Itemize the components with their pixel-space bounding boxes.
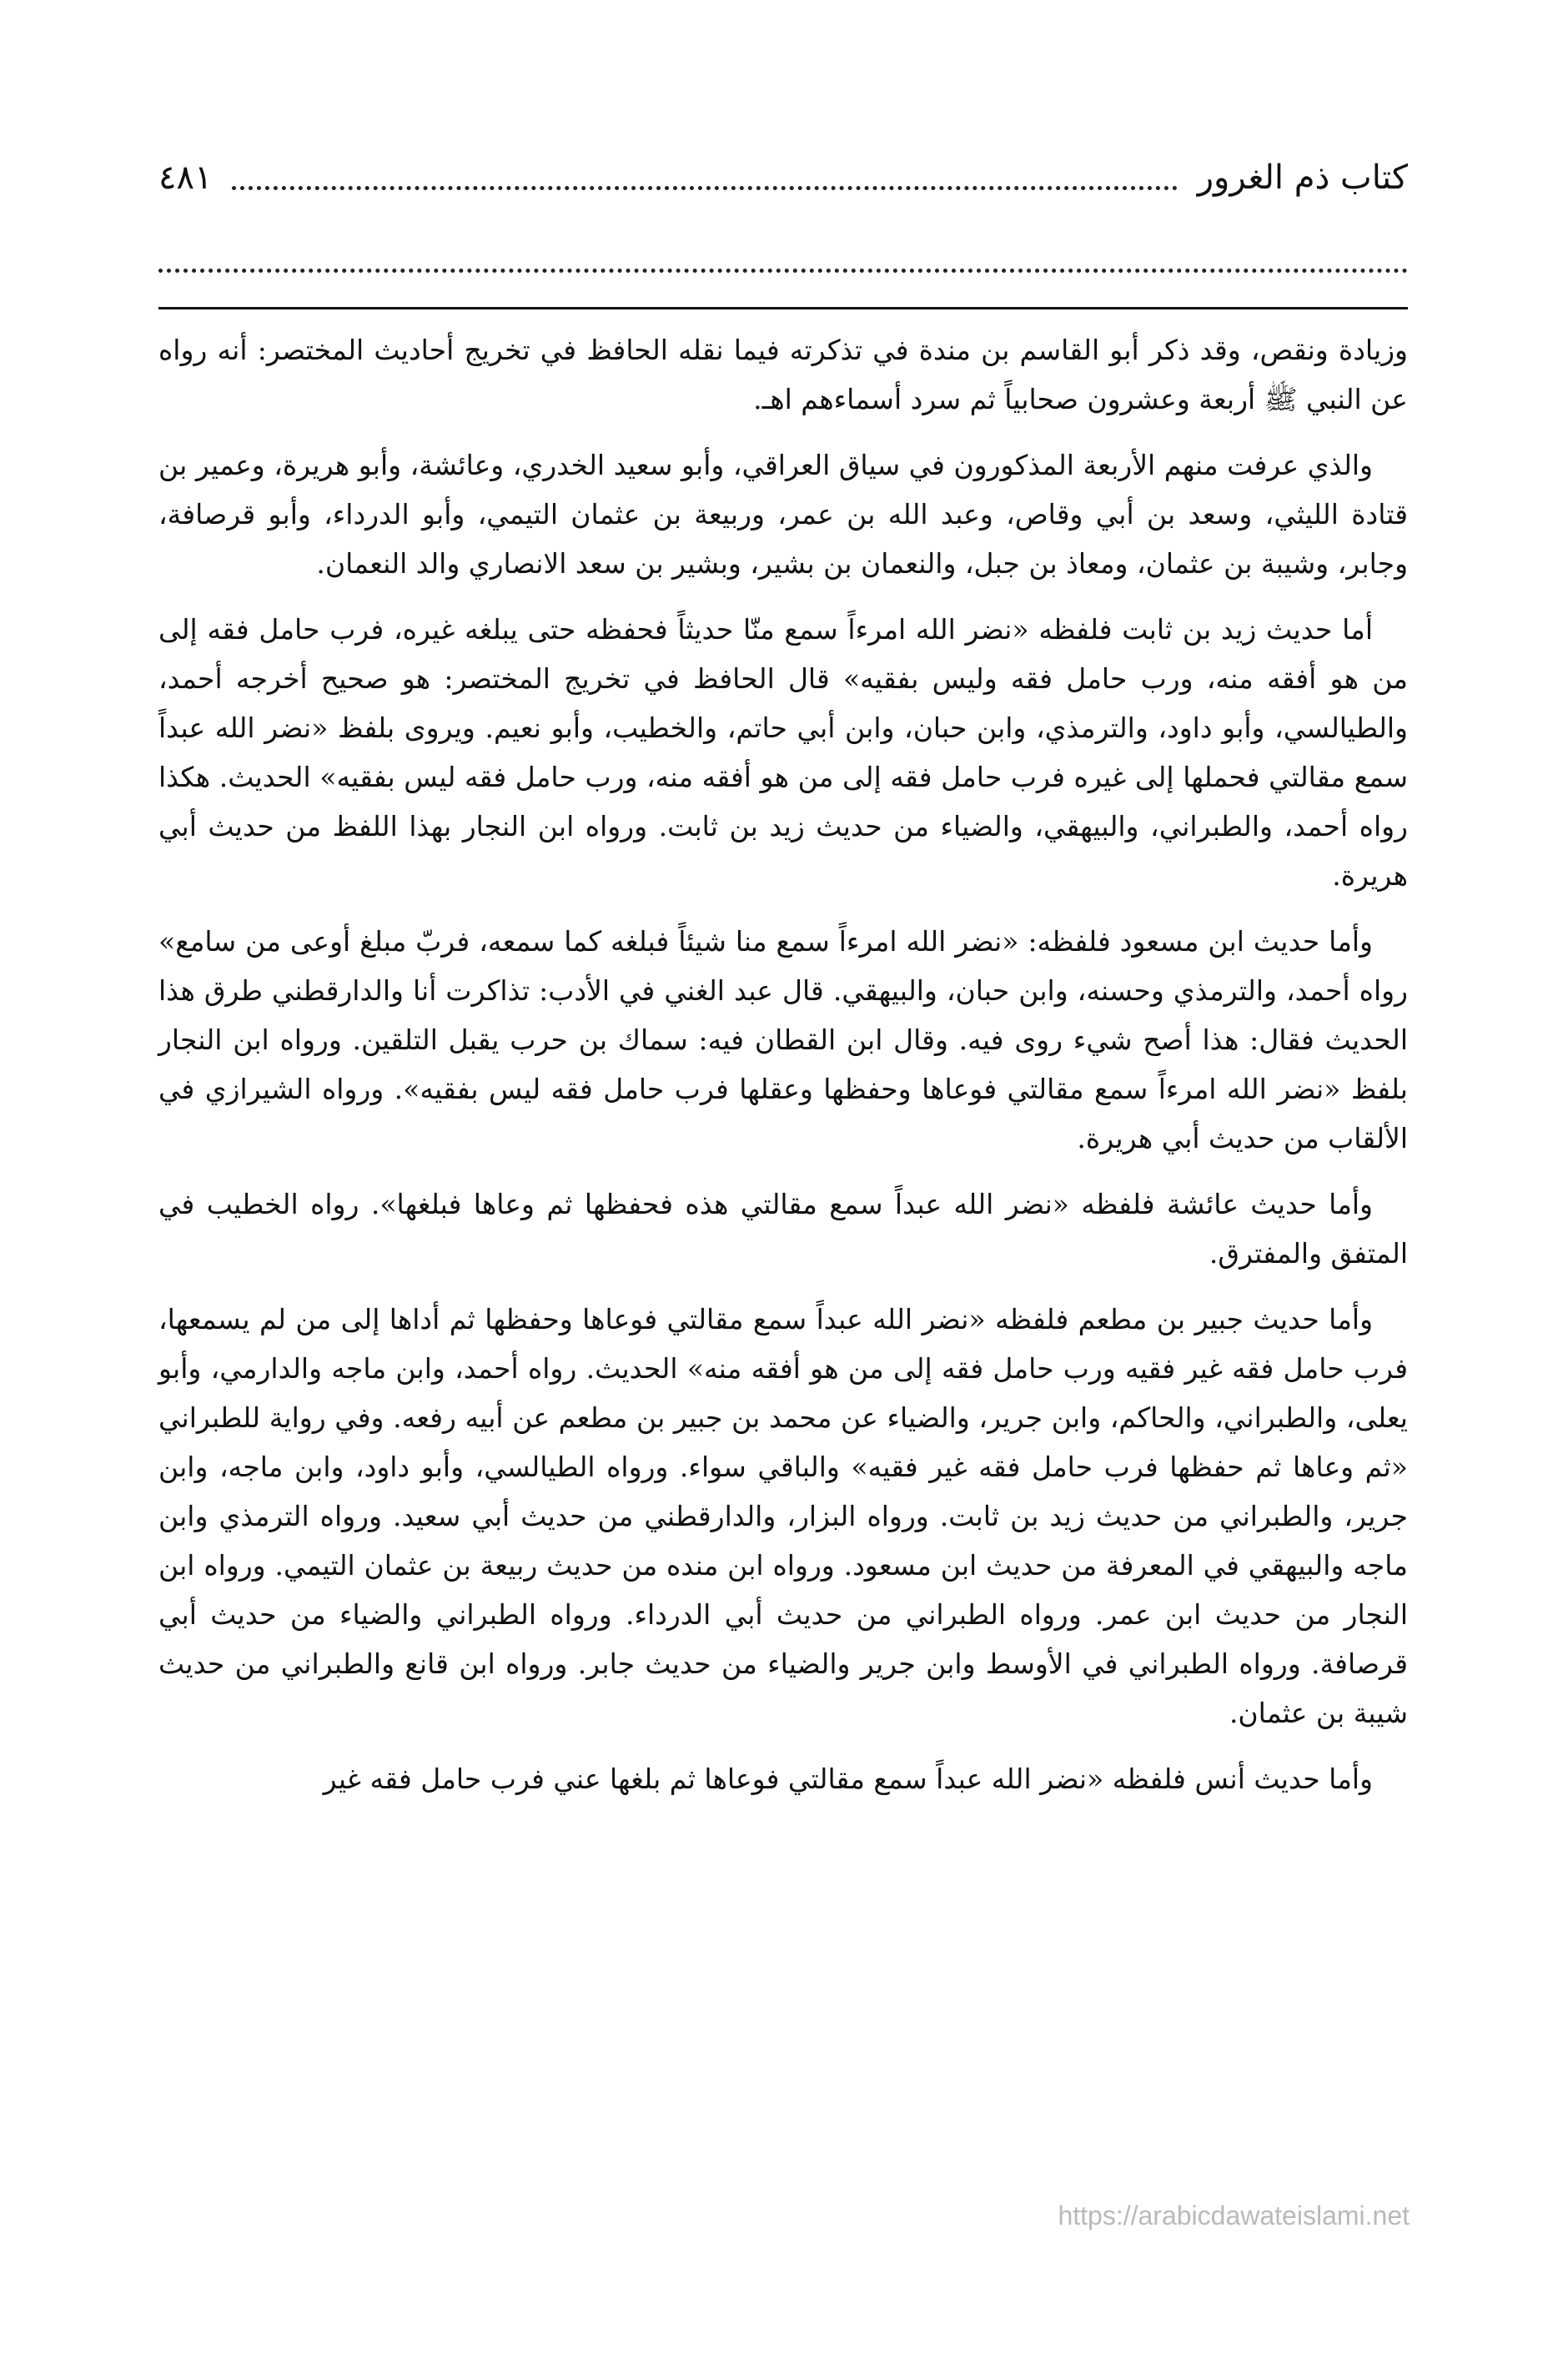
paragraph: أما حديث زيد بن ثابت فلفظه «نضر الله امرءاً سمع منّا حديثاً فحفظه حتى يبلغه غيره، فرب حامل فقه إلى من هو أفقه منه، ورب حامل فقه وليس بفقيه» قال الحافظ في تخريج المختصر: هو صحيح أخرجه أحمد، والطيالسي، وأبو داود، والترمذي، وابن حبان، وابن أبي حاتم، والخطيب، وأبو نعيم. ويروى بلفظ «نضر الله عبداً سمع مقالتي فحملها إلى غيره فرب حامل فقه إلى من هو أفقه منه، ورب حامل فقه ليس بفقيه» الحديث. هكذا رواه أحمد، والطبراني، والبيهقي، والضياء من حديث زيد بن ثابت. ورواه ابن النجار بهذا اللفظ من حديث أبي هريرة. (158, 613, 1408, 892)
paragraph: وأما حديث أنس فلفظه «نضر الله عبداً سمع مقالتي فوعاها ثم بلغها عني فرب حامل فقه غير (323, 1763, 1373, 1795)
running-header (158, 148, 1408, 207)
main-text (158, 325, 1408, 1820)
paragraph: والذي عرفت منهم الأربعة المذكورون في سياق العراقي، وأبو سعيد الخدري، وعائشة، وأبو هريرة، وعمير بن قتادة الليثي، وسعد بن أبي وقاص، وعبد الله بن عمر، وربيعة بن عثمان التيمي، وأبو الدرداء، وأبو قرصافة، وجابر، وشيبة بن عثمان، ومعاذ بن جبل، والنعمان بن بشير، وبشير بن سعد الانصاري والد النعمان. (158, 449, 1408, 580)
dotted-leader (232, 186, 1177, 190)
paragraph: وأما حديث جبير بن مطعم فلفظه «نضر الله عبداً سمع مقالتي فوعاها وحفظها ثم أداها إلى من لم يسمعها، فرب حامل فقه غير فقيه ورب حامل فقه إلى من هو أفقه منه» الحديث. رواه أحمد، وابن ماجه والدارمي، وأبو يعلى، والطبراني، والحاكم، وابن جرير، والضياء عن محمد بن جبير بن مطعم عن أبيه رفعه. وفي رواية للطبراني «ثم وعاها ثم حفظها فرب حامل فقه غير فقيه» والباقي سواء. ورواه الطيالسي، وأبو داود، وابن ماجه، وابن جرير، والطبراني من حديث زيد بن ثابت. ورواه البزار، والدارقطني من حديث أبي سعيد. ورواه الترمذي وابن ماجه والبيهقي في المعرفة من حديث ابن مسعود. ورواه ابن منده من حديث ربيعة بن عثمان التيمي. ورواه ابن النجار من حديث ابن عمر. ورواه الطبراني من حديث أبي الدرداء. ورواه الطبراني والضياء من حديث أبي قرصافة. ورواه الطبراني في الأوسط وابن جرير والضياء من حديث جابر. ورواه ابن قانع والطبراني من حديث شيبة بن عثمان. (158, 1303, 1408, 1729)
page-number: ٤٨١ (158, 158, 213, 197)
source-watermark: https://arabicdawateislami.net (1058, 2201, 1410, 2231)
paragraph: وأما حديث ابن مسعود فلفظه: «نضر الله امرءاً سمع منا شيئاً فبلغه كما سمعه، فربّ مبلغ أوعى من سامع» رواه أحمد، والترمذي وحسنه، وابن حبان، والبيهقي. قال عبد الغني في الأدب: تذاكرت أنا والدارقطني طرق هذا الحديث فقال: هذا أصح شيء روى فيه. وقال ابن القطان فيه: سماك بن حرب يقبل التلقين. ورواه ابن النجار بلفظ «نضر الله امرءاً سمع مقالتي فوعاها وحفظها وعقلها فرب حامل فقه ليس بفقيه». ورواه الشيرازي في الألقاب من حديث أبي هريرة. (158, 925, 1408, 1154)
paragraph: وأما حديث عائشة فلفظه «نضر الله عبداً سمع مقالتي هذه فحفظها ثم وعاها فبلغها». رواه الخطيب في المتفق والمفترق. (158, 1188, 1408, 1270)
dotted-divider (158, 269, 1408, 273)
paragraph: وزيادة ونقص، وقد ذكر أبو القاسم بن مندة في تذكرته فيما نقله الحافظ في تخريج أحاديث المختصر: أنه رواه عن النبي ﷺ أربعة وعشرون صحابياً ثم سرد أسماءهم اهـ. (158, 334, 1408, 415)
book-title: كتاب ذم الغرور (1197, 158, 1408, 197)
solid-divider (158, 307, 1408, 309)
